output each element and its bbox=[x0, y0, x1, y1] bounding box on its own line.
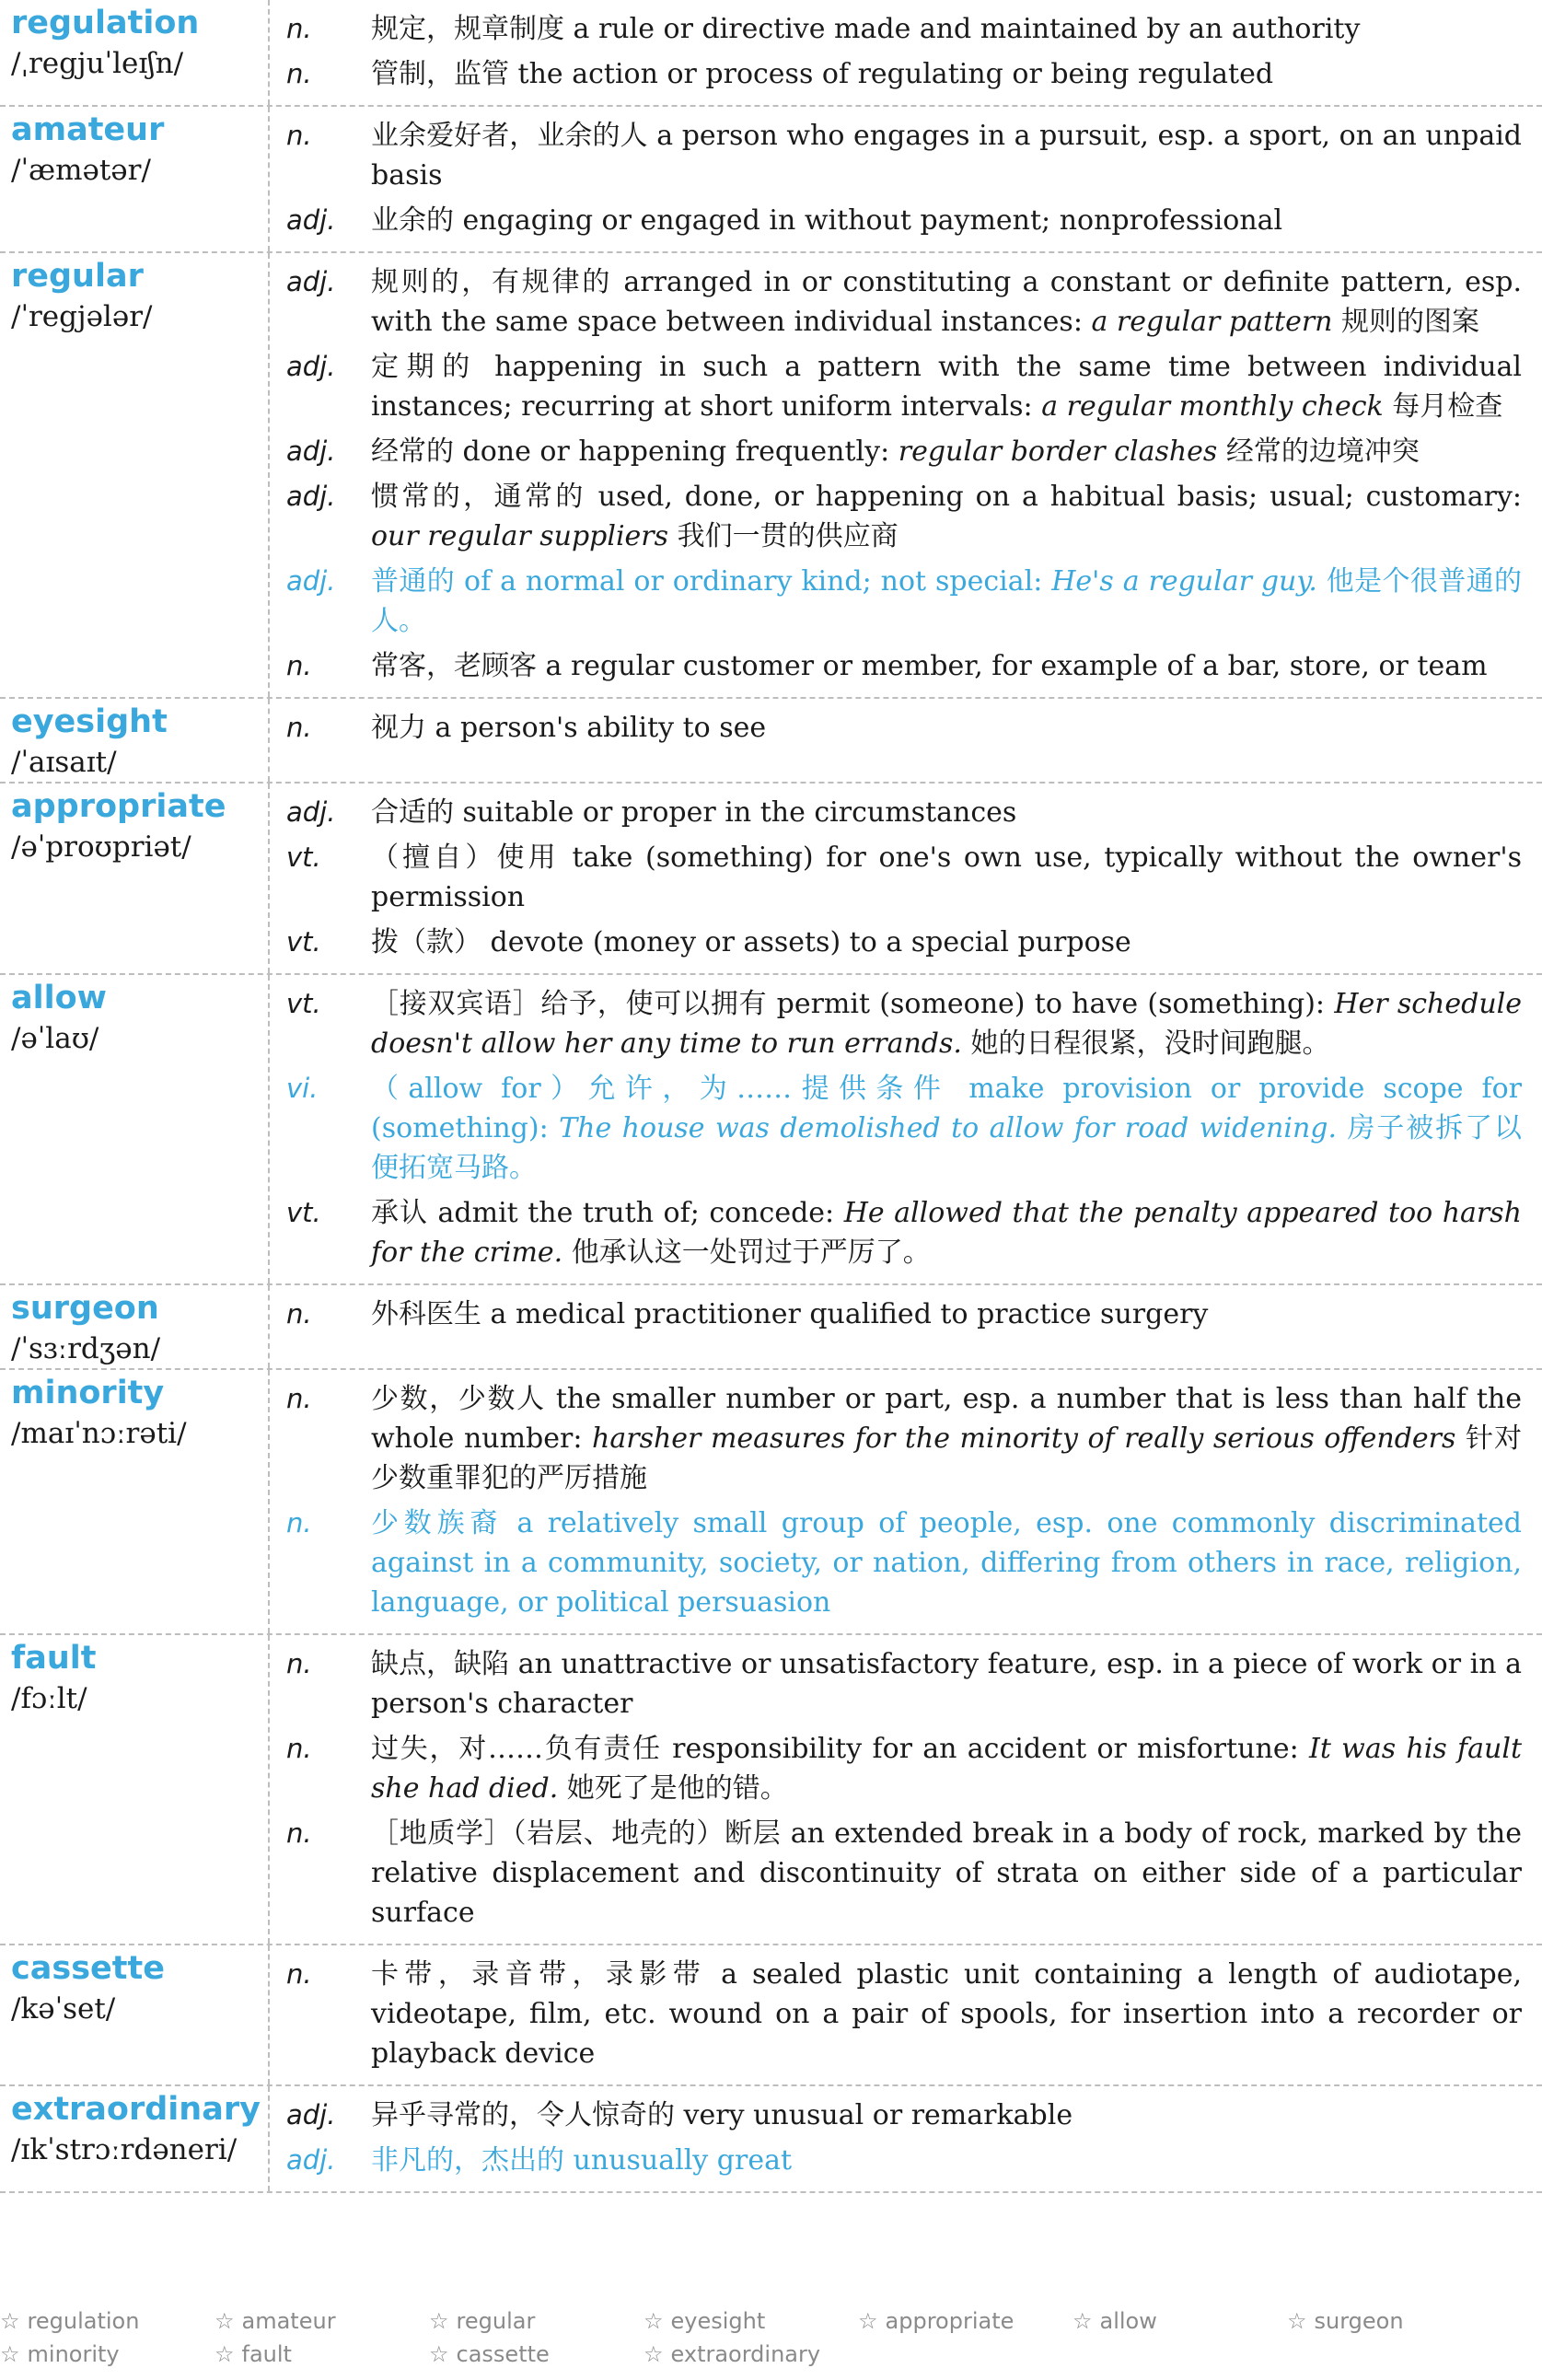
chinese-gloss: 拨（款） bbox=[371, 926, 481, 958]
example-translation: 经常的边境冲突 bbox=[1217, 435, 1420, 468]
word-index-item[interactable] bbox=[0, 2306, 214, 2336]
part-of-speech: adj. bbox=[286, 481, 336, 512]
definition bbox=[371, 646, 1522, 686]
sense-item bbox=[286, 201, 1522, 240]
senses-list bbox=[270, 107, 1542, 251]
headword: extraordinary bbox=[11, 2091, 261, 2128]
sense-item bbox=[286, 477, 1522, 556]
english-definition: a person's ability to see bbox=[426, 712, 767, 744]
word-index-item[interactable] bbox=[429, 2339, 643, 2369]
word-index-item[interactable] bbox=[1072, 2306, 1287, 2336]
english-definition: make provision or provide scope for (something): bbox=[371, 1073, 1522, 1144]
chinese-gloss: 异乎寻常的，令人惊奇的 bbox=[371, 2099, 675, 2131]
example-translation: 针对少数重罪犯的严厉措施 bbox=[371, 1422, 1522, 1494]
english-definition: the action or process of regulating or being regulated bbox=[509, 58, 1274, 90]
part-of-speech: vt. bbox=[286, 988, 321, 1019]
definition bbox=[371, 1379, 1522, 1498]
definition bbox=[371, 838, 1522, 917]
word-index-label: appropriate bbox=[885, 2308, 1014, 2334]
sense-item bbox=[286, 116, 1522, 195]
phonetic-transcription: /ˌregjuˈleɪʃn/ bbox=[11, 47, 184, 80]
star-icon[interactable]: ☆ bbox=[1287, 2308, 1307, 2334]
definition bbox=[371, 2096, 1522, 2135]
english-definition: very unusual or remarkable bbox=[675, 2099, 1073, 2131]
sense-item bbox=[286, 923, 1522, 962]
dictionary-entry bbox=[0, 699, 1542, 784]
entry-headword-cell bbox=[0, 1945, 270, 2084]
example-translation: 他承认这一处罚过于严厉了。 bbox=[562, 1236, 931, 1269]
part-of-speech: n. bbox=[286, 1298, 312, 1329]
phonetic-transcription: /kəˈset/ bbox=[11, 1992, 116, 2026]
english-definition: of a normal or ordinary kind; not special: bbox=[455, 565, 1052, 598]
dictionary-entry bbox=[0, 0, 1542, 107]
part-of-speech: vt. bbox=[286, 842, 321, 873]
sense-item bbox=[286, 1814, 1522, 1933]
entry-headword-cell bbox=[0, 0, 270, 105]
example-translation: 每月检查 bbox=[1383, 390, 1503, 423]
entry-headword-cell bbox=[0, 1370, 270, 1633]
phonetic-transcription: /ˈæmətər/ bbox=[11, 154, 151, 187]
entry-headword-cell bbox=[0, 1635, 270, 1944]
chinese-gloss: 少数族裔 bbox=[371, 1507, 504, 1539]
word-index-item[interactable] bbox=[1287, 2306, 1501, 2336]
definition bbox=[371, 347, 1522, 426]
example-translation: 规则的图案 bbox=[1332, 306, 1480, 338]
part-of-speech: n. bbox=[286, 13, 312, 44]
example-sentence: harsher measures for the minority of really serious offenders bbox=[592, 1422, 1456, 1455]
star-icon[interactable]: ☆ bbox=[429, 2341, 449, 2367]
definition bbox=[371, 1503, 1522, 1622]
part-of-speech: adj. bbox=[286, 2099, 336, 2130]
part-of-speech: adj. bbox=[286, 2144, 336, 2176]
word-index-label: regular bbox=[456, 2308, 536, 2334]
chinese-gloss: 非凡的，杰出的 bbox=[371, 2144, 564, 2177]
chinese-gloss: 过失，对……负有责任 bbox=[371, 1733, 662, 1765]
headword: amateur bbox=[11, 111, 165, 148]
example-translation: 她的日程很紧，没时间跑腿。 bbox=[961, 1027, 1330, 1060]
entry-headword-cell bbox=[0, 699, 270, 782]
chinese-gloss: ［接双宾语］给予，使可以拥有 bbox=[371, 988, 768, 1020]
word-index-label: amateur bbox=[241, 2308, 336, 2334]
part-of-speech: adj. bbox=[286, 266, 336, 297]
star-icon[interactable]: ☆ bbox=[1072, 2308, 1093, 2334]
star-icon[interactable]: ☆ bbox=[429, 2308, 449, 2334]
entry-headword-cell bbox=[0, 2086, 270, 2191]
example-sentence: a regular pattern bbox=[1091, 306, 1333, 338]
part-of-speech: n. bbox=[286, 1507, 312, 1538]
part-of-speech: n. bbox=[286, 1648, 312, 1679]
dictionary-entry bbox=[0, 1945, 1542, 2086]
star-icon[interactable]: ☆ bbox=[643, 2341, 664, 2367]
senses-list bbox=[270, 1285, 1542, 1368]
definition bbox=[371, 708, 1522, 748]
sense-item bbox=[286, 1193, 1522, 1272]
star-icon[interactable]: ☆ bbox=[0, 2341, 20, 2367]
dictionary-entry bbox=[0, 1285, 1542, 1370]
sense-item bbox=[286, 54, 1522, 94]
english-definition: admit the truth of; concede: bbox=[428, 1197, 844, 1229]
english-definition: happening in such a pattern with the same time between individual instances; recurring at short uniform intervals: bbox=[371, 351, 1523, 423]
part-of-speech: n. bbox=[286, 58, 312, 89]
word-index-label: eyesight bbox=[670, 2308, 766, 2334]
example-sentence: The house was demolished to allow for road widening. bbox=[559, 1112, 1338, 1144]
english-definition: unusually great bbox=[564, 2144, 793, 2177]
english-definition: a person who engages in a pursuit, esp. a sport, on an unpaid basis bbox=[371, 120, 1523, 192]
definition bbox=[371, 201, 1522, 240]
example-translation: 房子被拆了以便拓宽马路。 bbox=[371, 1112, 1522, 1184]
english-definition: the smaller number or part, esp. a number that is less than half the whole number: bbox=[371, 1383, 1523, 1455]
chinese-gloss: 经常的 bbox=[371, 435, 454, 468]
part-of-speech: adj. bbox=[286, 565, 336, 597]
headword: eyesight bbox=[11, 703, 168, 740]
chinese-gloss: 合适的 bbox=[371, 796, 454, 829]
sense-item bbox=[286, 646, 1522, 686]
definition bbox=[371, 1644, 1522, 1724]
headword: allow bbox=[11, 980, 107, 1016]
sense-item bbox=[286, 562, 1522, 641]
chinese-gloss: （擅自）使用 bbox=[371, 842, 560, 874]
word-index-item[interactable] bbox=[0, 2339, 214, 2369]
example-translation: 他是个很普通的人。 bbox=[371, 565, 1523, 637]
english-definition: take (something) for one's own use, typically without the owner's permission bbox=[371, 842, 1522, 913]
english-definition: a relatively small group of people, esp. one commonly discriminated against in a community, society, or nation, differing from others in race, religion, language, or political persuasion bbox=[371, 1507, 1522, 1619]
definition bbox=[371, 9, 1522, 49]
senses-list bbox=[270, 0, 1542, 105]
part-of-speech: n. bbox=[286, 650, 312, 681]
definition bbox=[371, 54, 1522, 94]
sense-item bbox=[286, 432, 1522, 471]
part-of-speech: n. bbox=[286, 1383, 312, 1414]
part-of-speech: adj. bbox=[286, 435, 336, 467]
headword: fault bbox=[11, 1640, 97, 1677]
chinese-gloss: 卡带，录音带，录影带 bbox=[371, 1958, 707, 1991]
english-definition: an unattractive or unsatisfactory feature, esp. in a piece of work or in a person's character bbox=[371, 1648, 1523, 1720]
definition bbox=[371, 984, 1522, 1063]
word-index-label: surgeon bbox=[1314, 2308, 1404, 2334]
word-index-item[interactable] bbox=[643, 2306, 858, 2336]
english-definition: a regular customer or member, for example of a bar, store, or team bbox=[537, 650, 1488, 682]
entry-headword-cell bbox=[0, 975, 270, 1283]
senses-list bbox=[270, 253, 1542, 697]
example-sentence: Her schedule doesn't allow her any time to run errands. bbox=[371, 988, 1522, 1060]
definition bbox=[371, 1069, 1522, 1188]
chinese-gloss: 承认 bbox=[371, 1197, 428, 1229]
chinese-gloss: 视力 bbox=[371, 712, 426, 744]
part-of-speech: n. bbox=[286, 1817, 312, 1849]
example-sentence: our regular suppliers bbox=[371, 520, 669, 552]
english-definition: engaging or engaged in without payment; nonprofessional bbox=[454, 204, 1283, 237]
headword: regular bbox=[11, 258, 144, 295]
dictionary-entry bbox=[0, 2086, 1542, 2193]
chinese-gloss: 业余的 bbox=[371, 204, 454, 237]
sense-item bbox=[286, 1729, 1522, 1808]
english-definition: used, done, or happening on a habitual basis; usual; customary: bbox=[585, 481, 1522, 513]
word-index-label: minority bbox=[27, 2341, 120, 2367]
phonetic-transcription: /maɪˈnɔːrəti/ bbox=[11, 1417, 187, 1450]
word-index-label: allow bbox=[1099, 2308, 1157, 2334]
senses-list bbox=[270, 1635, 1542, 1944]
phonetic-transcription: /əˈlaʊ/ bbox=[11, 1022, 99, 1055]
entry-headword-cell bbox=[0, 1285, 270, 1368]
sense-item bbox=[286, 1069, 1522, 1188]
sense-item bbox=[286, 262, 1522, 342]
headword: cassette bbox=[11, 1950, 165, 1987]
star-icon[interactable]: ☆ bbox=[643, 2308, 664, 2334]
definition bbox=[371, 477, 1522, 556]
headword: surgeon bbox=[11, 1290, 159, 1327]
definition bbox=[371, 2141, 1522, 2180]
example-sentence: regular border clashes bbox=[898, 435, 1218, 468]
word-index-label: fault bbox=[241, 2341, 292, 2367]
chinese-gloss: 规则的，有规律的 bbox=[371, 266, 613, 298]
definition bbox=[371, 1294, 1522, 1334]
sense-item bbox=[286, 708, 1522, 748]
word-index-item[interactable] bbox=[858, 2306, 1072, 2336]
chinese-gloss: 规定，规章制度 bbox=[371, 13, 564, 45]
phonetic-transcription: /ˈsɜːrdʒən/ bbox=[11, 1332, 161, 1365]
sense-item bbox=[286, 2096, 1522, 2135]
chinese-gloss: 常客，老顾客 bbox=[371, 650, 537, 682]
dictionary-entry bbox=[0, 975, 1542, 1285]
chinese-gloss: 普通的 bbox=[371, 565, 456, 598]
chinese-gloss: 惯常的，通常的 bbox=[371, 481, 586, 513]
part-of-speech: n. bbox=[286, 120, 312, 151]
sense-item bbox=[286, 1955, 1522, 2073]
example-sentence: a regular monthly check bbox=[1041, 390, 1384, 423]
star-icon[interactable]: ☆ bbox=[858, 2308, 878, 2334]
sense-item bbox=[286, 347, 1522, 426]
sense-item bbox=[286, 793, 1522, 832]
definition bbox=[371, 1814, 1522, 1933]
entry-headword-cell bbox=[0, 253, 270, 697]
word-index-label: regulation bbox=[27, 2308, 140, 2334]
senses-list bbox=[270, 699, 1542, 782]
word-index-label: extraordinary bbox=[670, 2341, 821, 2367]
sense-item bbox=[286, 1644, 1522, 1724]
sense-item bbox=[286, 2141, 1522, 2180]
sense-item bbox=[286, 984, 1522, 1063]
english-definition: responsibility for an accident or misfortune: bbox=[661, 1733, 1309, 1765]
dictionary-entry bbox=[0, 253, 1542, 699]
part-of-speech: n. bbox=[286, 712, 312, 743]
part-of-speech: n. bbox=[286, 1733, 312, 1764]
word-index-label: cassette bbox=[456, 2341, 550, 2367]
word-index-item[interactable] bbox=[214, 2306, 429, 2336]
definition bbox=[371, 793, 1522, 832]
definition bbox=[371, 1193, 1522, 1272]
definition bbox=[371, 116, 1522, 195]
dictionary-entry bbox=[0, 1635, 1542, 1945]
english-definition: arranged in or constituting a constant or definite pattern, esp. with the same space between individual instances: bbox=[371, 266, 1522, 338]
word-index-item[interactable] bbox=[429, 2306, 643, 2336]
definition bbox=[371, 1955, 1522, 2073]
english-definition: a sealed plastic unit containing a length of audiotape, videotape, film, etc. wound on a pair of spools, for insertion into a recorder or playback device bbox=[371, 1958, 1523, 2070]
star-icon[interactable]: ☆ bbox=[214, 2308, 235, 2334]
headword: minority bbox=[11, 1375, 165, 1411]
senses-list bbox=[270, 1370, 1542, 1633]
part-of-speech: adj. bbox=[286, 796, 336, 828]
definition bbox=[371, 432, 1522, 471]
phonetic-transcription: /fɔːlt/ bbox=[11, 1682, 87, 1715]
part-of-speech: adj. bbox=[286, 351, 336, 382]
senses-list bbox=[270, 784, 1542, 973]
example-sentence: He's a regular guy. bbox=[1051, 565, 1317, 598]
word-index-item[interactable] bbox=[214, 2339, 429, 2369]
star-icon[interactable]: ☆ bbox=[214, 2341, 235, 2367]
english-definition: permit (someone) to have (something): bbox=[767, 988, 1335, 1020]
part-of-speech: adj. bbox=[286, 204, 336, 236]
definition bbox=[371, 1729, 1522, 1808]
star-icon[interactable]: ☆ bbox=[0, 2308, 20, 2334]
dictionary-entry bbox=[0, 1370, 1542, 1635]
definition bbox=[371, 262, 1522, 342]
part-of-speech: vt. bbox=[286, 1197, 321, 1228]
part-of-speech: vi. bbox=[286, 1073, 319, 1104]
english-definition: suitable or proper in the circumstances bbox=[454, 796, 1017, 829]
sense-item bbox=[286, 1503, 1522, 1622]
chinese-gloss: 外科医生 bbox=[371, 1298, 481, 1330]
example-translation: 她死了是他的错。 bbox=[558, 1772, 788, 1805]
chinese-gloss: ［地质学］（岩层、地壳的）断层 bbox=[371, 1817, 782, 1850]
chinese-gloss: 业余爱好者，业余的人 bbox=[371, 120, 648, 152]
dictionary-entry bbox=[0, 107, 1542, 253]
sense-item bbox=[286, 1294, 1522, 1334]
phonetic-transcription: /ˈaɪsaɪt/ bbox=[11, 746, 117, 779]
example-sentence: He allowed that the penalty appeared too harsh for the crime. bbox=[371, 1197, 1522, 1269]
chinese-gloss: 定期的 bbox=[371, 351, 478, 383]
chinese-gloss: （allow for）允许，为……提供条件 bbox=[371, 1073, 951, 1105]
chinese-gloss: 缺点，缺陷 bbox=[371, 1648, 510, 1680]
phonetic-transcription: /ɪkˈstrɔːrdəneri/ bbox=[11, 2133, 238, 2166]
sense-item bbox=[286, 838, 1522, 917]
senses-list bbox=[270, 1945, 1542, 2084]
example-translation: 我们一贯的供应商 bbox=[668, 520, 899, 552]
english-definition: an extended break in a body of rock, marked by the relative displacement and discontinuity of strata on either side of a particular surface bbox=[371, 1817, 1522, 1929]
word-index bbox=[0, 2306, 1542, 2369]
headword: appropriate bbox=[11, 788, 226, 825]
chinese-gloss: 管制，监管 bbox=[371, 58, 509, 90]
senses-list bbox=[270, 2086, 1542, 2191]
phonetic-transcription: /ˈregjələr/ bbox=[11, 300, 153, 333]
entry-headword-cell bbox=[0, 107, 270, 251]
headword: regulation bbox=[11, 5, 200, 41]
part-of-speech: vt. bbox=[286, 926, 321, 958]
english-definition: a medical practitioner qualified to practice surgery bbox=[481, 1298, 1209, 1330]
definition bbox=[371, 562, 1522, 641]
word-index-item[interactable] bbox=[643, 2339, 858, 2369]
chinese-gloss: 少数，少数人 bbox=[371, 1383, 546, 1415]
definition bbox=[371, 923, 1522, 962]
sense-item bbox=[286, 1379, 1522, 1498]
example-sentence: It was his fault she had died. bbox=[371, 1733, 1523, 1805]
sense-item bbox=[286, 9, 1522, 49]
english-definition: a rule or directive made and maintained by an authority bbox=[564, 13, 1361, 45]
part-of-speech: n. bbox=[286, 1958, 312, 1990]
english-definition: devote (money or assets) to a special purpose bbox=[481, 926, 1131, 958]
dictionary-entry bbox=[0, 784, 1542, 975]
senses-list bbox=[270, 975, 1542, 1283]
phonetic-transcription: /əˈproʊpriət/ bbox=[11, 830, 191, 864]
entry-headword-cell bbox=[0, 784, 270, 973]
english-definition: done or happening frequently: bbox=[454, 435, 899, 468]
